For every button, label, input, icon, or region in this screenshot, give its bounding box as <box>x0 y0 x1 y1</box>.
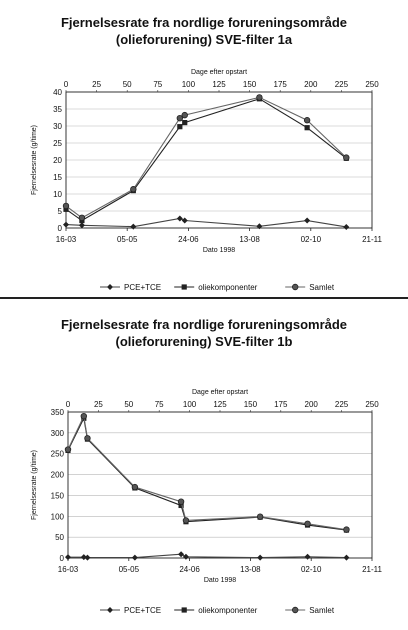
legend-marker <box>292 284 298 290</box>
y-tick-label: 10 <box>53 190 62 199</box>
y-axis-label: Fjernelsesrate (g/time) <box>31 124 38 196</box>
top-tick-label: 50 <box>124 400 134 409</box>
legend-label: Samlet <box>309 606 335 615</box>
y-tick-label: 25 <box>53 139 62 148</box>
date-tick-label: 21-11 <box>362 235 382 244</box>
data-point <box>65 447 71 453</box>
series-oliekomponenter <box>65 416 349 533</box>
data-point <box>257 95 263 101</box>
top-tick-label: 25 <box>92 80 102 89</box>
date-tick-label: 13-08 <box>239 235 260 244</box>
legend-label: PCE+TCE <box>124 283 162 292</box>
chart-title-line-2: (olieforurening) SVE-filter 1a <box>115 32 293 47</box>
date-tick-label: 13-08 <box>240 565 261 574</box>
top-tick-label: 75 <box>153 80 163 89</box>
data-point <box>63 203 69 209</box>
y-tick-label: 150 <box>50 491 64 501</box>
data-point <box>178 499 184 505</box>
top-tick-label: 100 <box>182 400 197 409</box>
y-tick-label: 40 <box>53 88 62 97</box>
chart-title-line-1: Fjernelsesrate fra nordlige forureningsområde <box>60 317 348 332</box>
legend <box>100 283 335 292</box>
y-tick-label: 0 <box>59 554 64 563</box>
top-tick-label: 100 <box>181 80 196 89</box>
data-point <box>177 124 182 129</box>
chart-1b <box>0 300 408 630</box>
top-tick-label: 200 <box>304 80 318 89</box>
date-tick-label: 16-03 <box>55 235 77 244</box>
legend-label: PCE+TCE <box>124 606 162 615</box>
data-point <box>81 413 87 419</box>
date-tick-label: 02-10 <box>300 235 322 244</box>
data-point <box>305 554 311 560</box>
top-axis-label: Dage efter opstart <box>191 389 249 396</box>
top-tick-label: 200 <box>304 400 318 409</box>
data-point <box>79 215 85 221</box>
y-tick-label: 250 <box>50 449 64 459</box>
top-tick-label: 50 <box>122 80 132 89</box>
legend-marker <box>107 607 113 613</box>
plot-frame <box>68 412 372 558</box>
data-point <box>344 527 350 533</box>
series-line <box>68 416 346 529</box>
top-tick-label: 125 <box>213 400 227 409</box>
y-tick-label: 20 <box>53 156 62 165</box>
y-tick-label: 50 <box>55 533 64 543</box>
legend-marker <box>292 607 298 613</box>
series-line <box>66 218 346 227</box>
legend-label: oliekomponenter <box>198 283 258 292</box>
date-tick-label: 05-05 <box>116 235 138 244</box>
data-point <box>178 551 184 557</box>
y-tick-label: 200 <box>50 470 64 480</box>
series-samlet <box>65 413 349 532</box>
data-point <box>343 224 349 230</box>
top-tick-label: 250 <box>365 80 379 89</box>
legend-label: Samlet <box>309 283 335 292</box>
data-point <box>182 120 187 125</box>
top-tick-label: 150 <box>242 80 257 89</box>
top-tick-label: 250 <box>365 400 379 409</box>
data-point <box>304 117 310 123</box>
y-axis-label: Fjernelsesrate (g/time) <box>31 449 38 521</box>
top-tick-label: 125 <box>212 80 226 89</box>
top-axis-label: Dage efter opstart <box>190 69 248 76</box>
data-point <box>257 555 263 561</box>
y-tick-label: 5 <box>57 207 62 216</box>
chart-1b-plot <box>0 300 408 630</box>
x-axis-label: Dato 1998 <box>203 577 237 584</box>
chart-title-line-1: Fjernelsesrate fra nordlige forureningsområde <box>60 15 348 30</box>
data-point <box>182 112 188 118</box>
date-tick-label: 05-05 <box>118 565 140 574</box>
data-point <box>130 224 136 230</box>
y-tick-label: 350 <box>50 408 64 417</box>
chart-title-line-2: (olieforurening) SVE-filter 1b <box>115 334 293 349</box>
y-tick-label: 30 <box>53 122 62 131</box>
data-point <box>343 555 349 561</box>
date-tick-label: 24-06 <box>178 235 199 244</box>
top-tick-label: 0 <box>63 80 69 89</box>
date-tick-label: 02-10 <box>300 565 322 574</box>
top-tick-label: 175 <box>274 400 288 409</box>
data-point <box>84 555 90 561</box>
data-point <box>305 521 311 527</box>
top-tick-label: 0 <box>65 400 71 409</box>
data-point <box>132 484 138 490</box>
top-tick-label: 25 <box>93 400 103 409</box>
chart-1a <box>0 0 408 296</box>
series-line <box>68 418 346 530</box>
series-pce-tce <box>65 551 349 560</box>
y-tick-label: 35 <box>53 105 62 114</box>
series-line <box>68 554 346 557</box>
y-tick-label: 15 <box>53 173 62 182</box>
top-tick-label: 225 <box>334 80 349 89</box>
chart-1a-plot <box>0 0 408 296</box>
date-tick-label: 21-11 <box>362 565 382 574</box>
top-tick-label: 175 <box>273 80 287 89</box>
data-point <box>85 435 91 441</box>
y-tick-label: 300 <box>50 428 64 438</box>
legend <box>100 606 335 615</box>
legend-label: oliekomponenter <box>198 606 258 615</box>
top-tick-label: 75 <box>154 400 164 409</box>
data-point <box>305 125 310 130</box>
y-tick-label: 100 <box>50 512 64 522</box>
legend-marker <box>182 284 187 289</box>
data-point <box>304 218 310 224</box>
top-tick-label: 150 <box>243 400 258 409</box>
data-point <box>343 155 349 161</box>
series-samlet <box>63 95 349 221</box>
data-point <box>131 186 137 192</box>
data-point <box>132 555 138 561</box>
x-axis-label: Dato 1998 <box>202 247 236 254</box>
data-point <box>63 222 69 228</box>
legend-marker <box>182 607 187 612</box>
data-point <box>183 554 189 560</box>
y-tick-label: 0 <box>57 224 62 233</box>
legend-marker <box>107 284 113 290</box>
top-tick-label: 225 <box>334 400 349 409</box>
date-tick-label: 16-03 <box>57 565 79 574</box>
data-point <box>183 518 189 524</box>
panel-divider <box>0 297 408 299</box>
date-tick-label: 24-06 <box>179 565 200 574</box>
series-line <box>66 99 346 221</box>
data-point <box>257 514 263 520</box>
data-point <box>65 554 71 560</box>
data-point <box>79 222 85 228</box>
